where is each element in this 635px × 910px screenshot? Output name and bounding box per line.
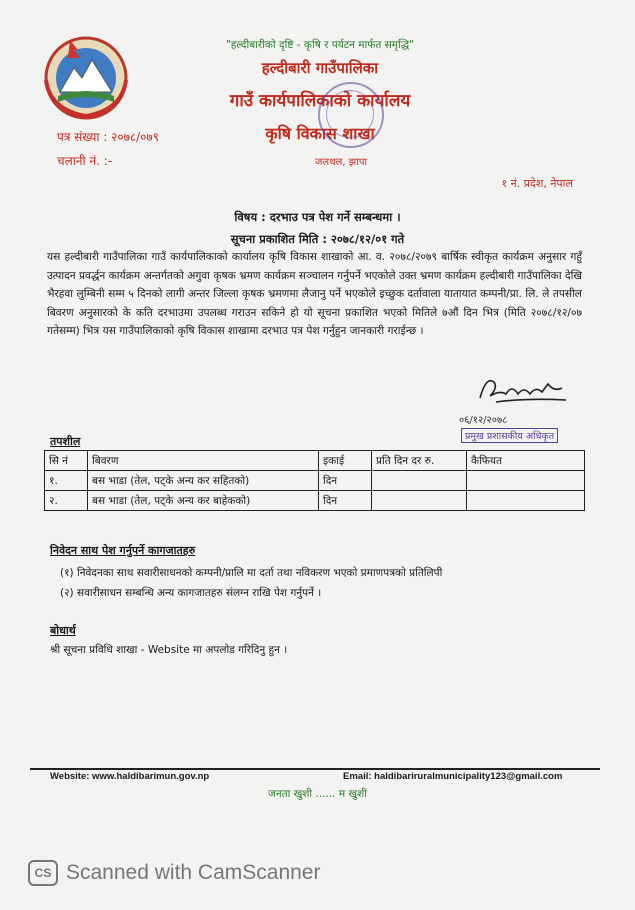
footer-motto: जनता खुशी ...... म खुशी (268, 788, 367, 800)
column-header: कैफियत (467, 451, 585, 471)
table-cell: बस भाडा (तेल, पट्के अन्य कर सहितको) (88, 471, 319, 491)
office-stamp-inner (326, 90, 374, 138)
camscanner-text: Scanned with CamScanner (66, 861, 321, 884)
nepal-emblem-icon (40, 30, 132, 122)
table-row (45, 471, 585, 491)
list-item: (१) निवेदनका साथ सवारीसाधनको कम्पनी/प्रालि मा दर्ता तथा नविकरण भएको प्रमाणपत्रको प्रतिलिपी (60, 567, 443, 579)
letter-subject: विषय : दरभाउ पत्र पेश गर्ने सम्बन्धमा । (234, 210, 401, 224)
signature-date: ०६/१२/२०७८ (459, 415, 508, 426)
footer-divider (30, 768, 600, 770)
column-header: बिवरण (88, 451, 319, 471)
camscanner-watermark (28, 860, 320, 886)
details-heading: तपशील (50, 435, 81, 448)
details-table (44, 450, 585, 511)
table-cell (372, 471, 467, 491)
letter-body: यस हल्दीबारी गाउँपालिका गाउँ कार्यपालिकाको कार्यालय कृषि विकास शाखाको आ. व. २०७८/२०७९ बार्षिक स्वीकृत कार्यक्रम अनुसार गहुँ उत्पादन प्रवर्द्धन कार्यक्रम अन्तर्गतको अगुवा कृषक भ्रमण कार्यक्रम सञ्चालन गर्नुपर्ने भएकोले उक्त भ्रमण कार्यक्रम हल्दीबारी गाउँपालिका देखि भैरहवा लुम्बिनी सम्म ५ दिनको लागी अन्तर जिल्ला कृषक भ्रमणमा लैजानु पर्ने भएकोले इच्छुक दर्तावाला यातायात कम्पनी/प्रा. लि. ले तपसील बिवरण अनुसारको के कति दरभाउमा उपलब्ध गराउन सकिने हो यो सूचना प्रकाशित भएको मितिले ७औं दिन भित्र (मिति २०७८/१२/०७ गतेसम्म) भित्र यस गाउँपालिकाको कृषि विकास शाखामा दरभाउ पत्र पेश गर्नुहुन जानकारी गराईन्छ । (47, 251, 582, 338)
table-cell: १. (45, 471, 88, 491)
slogan: "हल्दीबारीको दृष्टि - कृषि र पर्यटन मार्फत समृद्धि" (225, 39, 415, 51)
table-cell: २. (45, 491, 88, 511)
camscanner-logo-icon: CS (28, 860, 58, 886)
footer-email: Email: haldibariruralmunicipality123@gmail.com (343, 771, 563, 782)
publish-date: सूचना प्रकाशित मिति : २०७८/१२/०१ गते (230, 232, 405, 246)
column-header: प्रति दिन दर रु. (372, 451, 467, 471)
attention-heading: बोधार्थ (50, 624, 76, 637)
section-name: कृषि विकास शाखा (265, 124, 375, 143)
attention-text: श्री सूचना प्रविधि शाखा - Website मा अपलोड गरिदिनु हुन । (50, 644, 288, 656)
office-location: जलथल, झापा (315, 157, 368, 168)
signatory-title: प्रमुख प्रशासकीय अधिकृत (461, 428, 558, 443)
documents-heading: निवेदन साथ पेश गर्नुपर्ने कागजातहरु (50, 544, 196, 557)
table-cell: दिन (319, 491, 372, 511)
office-subtitle: गाउँ कार्यपालिकाको कार्यालय (229, 91, 411, 111)
footer-website: Website: www.haldibarimun.gov.np (50, 771, 210, 782)
list-item: (२) सवारीसाधन सम्बन्धि अन्य कागजातहरु संलग्न राखि पेश गर्नुपर्ने । (60, 587, 322, 599)
table-cell (372, 491, 467, 511)
column-header: सि नं (45, 451, 88, 471)
column-header: इकाई (319, 451, 372, 471)
reference-number: पत्र संख्या : २०७८/०७९ (57, 130, 159, 144)
signature-icon (476, 372, 571, 406)
table-cell: बस भाडा (तेल, पट्के अन्य कर बाहेकको) (88, 491, 319, 511)
province-label: १ नं. प्रदेश, नेपाल (501, 177, 573, 190)
dispatch-number: चलानी नं. :- (57, 154, 113, 168)
table-cell: दिन (319, 471, 372, 491)
table-cell (467, 471, 585, 491)
table-row (45, 491, 585, 511)
table-header-row (45, 451, 585, 471)
table-cell (467, 491, 585, 511)
office-name: हल्दीबारी गाउँपालिका (261, 59, 379, 77)
